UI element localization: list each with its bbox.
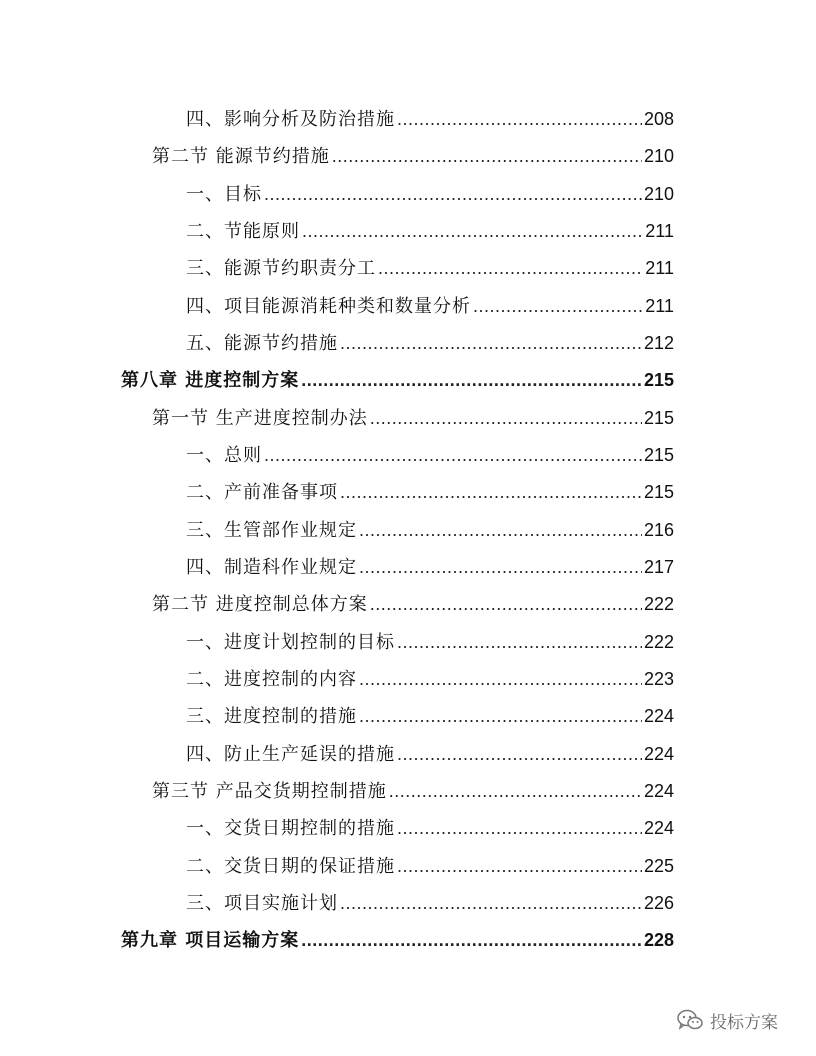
toc-leader-dots [370,591,642,617]
toc-leader-dots [397,815,642,841]
toc-entry-page: 224 [643,744,674,764]
toc-entry[interactable] [186,517,674,543]
toc-entry-page: 210 [643,184,674,204]
toc-entry-page: 223 [643,669,674,689]
toc-entry-page: 224 [643,818,674,838]
toc-chapter-entry[interactable] [121,367,674,393]
toc-entry-title: 二、进度控制的内容 [186,669,357,690]
toc-entry[interactable] [152,405,674,431]
toc-entry[interactable] [152,143,674,169]
toc-entry[interactable] [186,554,674,580]
toc-entry[interactable] [186,218,674,244]
watermark [676,1006,778,1034]
toc-entry-title: 一、目标 [186,184,262,205]
toc-entry-page: 222 [643,632,674,652]
toc-entry[interactable] [186,741,674,767]
toc-entry-page: 208 [643,109,674,129]
toc-entry-title: 三、生管部作业规定 [186,520,357,541]
toc-entry-title: 四、制造科作业规定 [186,557,357,578]
toc-entry-title: 一、交货日期控制的措施 [186,818,395,839]
toc-entry-title: 三、项目实施计划 [186,893,338,914]
toc-entry-page: 226 [643,893,674,913]
toc-leader-dots [359,554,642,580]
toc-entry-page: 225 [643,856,674,876]
toc-leader-dots [389,778,642,804]
toc-leader-dots [264,442,642,468]
wechat-icon [676,1008,704,1032]
toc-leader-dots [397,741,642,767]
toc-leader-dots [397,629,642,655]
toc-entry[interactable] [186,442,674,468]
toc-entry[interactable] [186,330,674,356]
toc-entry-page: 211 [645,221,674,241]
toc-entry-title: 二、交货日期的保证措施 [186,856,395,877]
toc-leader-dots [340,890,642,916]
toc-entry-page: 215 [643,408,674,428]
toc-entry-title: 四、影响分析及防治措施 [186,109,395,130]
toc-entry-title: 第一节 生产进度控制办法 [152,408,368,429]
toc-leader-dots [359,517,642,543]
toc-leader-dots [397,853,642,879]
toc-entry-title: 一、进度计划控制的目标 [186,632,395,653]
toc-leader-dots [359,666,642,692]
toc-entry[interactable] [186,293,674,319]
toc-leader-dots [359,703,642,729]
toc-entry-title: 二、产前准备事项 [186,482,338,503]
toc-entry-page: 224 [643,781,674,801]
toc-leader-dots [332,143,642,169]
toc-entry-page: 228 [643,930,674,950]
toc-entry[interactable] [186,853,674,879]
toc-entry-page: 215 [643,370,674,390]
toc-entry-page: 212 [643,333,674,353]
toc-leader-dots [264,181,642,207]
toc-entry[interactable] [186,479,674,505]
toc-leader-dots [370,405,642,431]
toc-entry-page: 217 [643,557,674,577]
toc-entry-title: 二、节能原则 [186,221,300,242]
toc-entry[interactable] [186,703,674,729]
watermark-text: 投标方案 [710,1012,778,1033]
toc-entry[interactable] [186,106,674,132]
toc-leader-dots [397,106,642,132]
toc-entry-page: 222 [643,594,674,614]
toc-entry-title: 第三节 产品交货期控制措施 [152,781,387,802]
toc-entry[interactable] [186,255,674,281]
toc-leader-dots [473,293,643,319]
toc-entry-title: 第八章 进度控制方案 [121,370,300,391]
toc-entry[interactable] [186,815,674,841]
toc-leader-dots [301,367,642,393]
toc-entry-page: 211 [645,258,674,278]
toc-entry[interactable] [186,181,674,207]
toc-entry-title: 第九章 项目运输方案 [121,930,300,951]
toc-entry[interactable] [186,629,674,655]
toc-entry-page: 210 [643,146,674,166]
toc-leader-dots [301,927,642,953]
toc-entry-title: 一、总则 [186,445,262,466]
toc-entry-page: 215 [643,482,674,502]
toc-entry[interactable] [152,591,674,617]
toc-entry-page: 211 [645,296,674,316]
toc-entry-page: 215 [643,445,674,465]
toc-entry-page: 224 [643,706,674,726]
toc-leader-dots [340,330,642,356]
toc-entry-title: 四、防止生产延误的措施 [186,744,395,765]
toc-entry-title: 三、进度控制的措施 [186,706,357,727]
toc-entry-title: 第二节 能源节约措施 [152,146,330,167]
toc-entry-title: 第二节 进度控制总体方案 [152,594,368,615]
toc-leader-dots [302,218,643,244]
toc-chapter-entry[interactable] [121,927,674,953]
toc-leader-dots [378,255,643,281]
toc-leader-dots [340,479,642,505]
toc-entry[interactable] [152,778,674,804]
toc-entry[interactable] [186,666,674,692]
toc-entry-title: 三、能源节约职责分工 [186,258,376,279]
toc-entry[interactable] [186,890,674,916]
toc-entry-title: 四、项目能源消耗种类和数量分析 [186,296,471,317]
toc-entry-title: 五、能源节约措施 [186,333,338,354]
toc-entry-page: 216 [643,520,674,540]
